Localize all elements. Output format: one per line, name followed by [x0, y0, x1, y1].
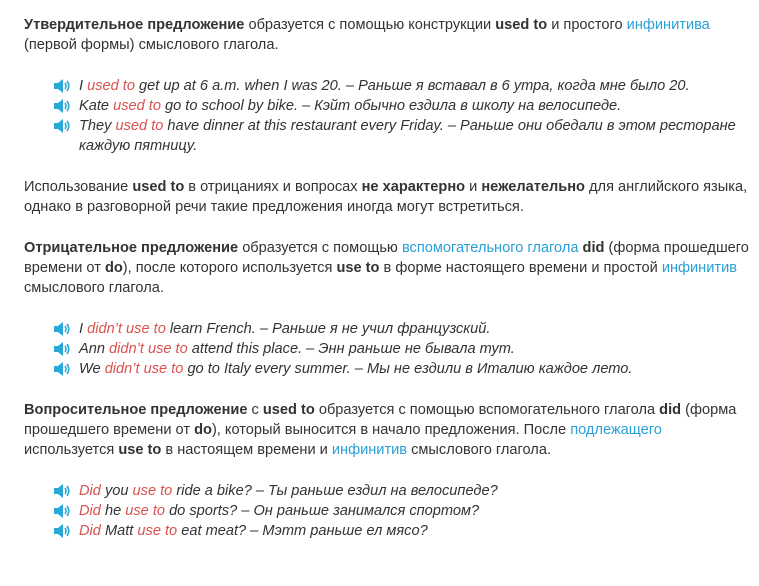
paragraph-text: смыслового глагола.: [407, 442, 551, 458]
example-text: attend this place. – Энн раньше не бывала тут.: [187, 341, 515, 357]
example-item: [53, 116, 750, 156]
paragraph-text: и: [465, 179, 482, 195]
speaker-icon[interactable]: [53, 321, 71, 337]
paragraph-text: и простого: [547, 17, 627, 33]
used-to-term: used to: [132, 179, 185, 195]
example-item: [53, 96, 750, 116]
paragraph-text: смыслового глагола.: [24, 280, 164, 296]
example-highlight: didn’t use to: [87, 321, 166, 337]
example-highlight: used to: [113, 98, 161, 114]
did-term: did: [582, 240, 605, 256]
affirmative-examples-list: [24, 76, 750, 156]
example-highlight: didn’t use to: [104, 361, 184, 377]
example-highlight: used to: [87, 78, 135, 94]
paragraph-text: Использование: [24, 179, 133, 195]
example-text: They: [79, 118, 116, 134]
infinitive-link[interactable]: инфинитив: [661, 260, 737, 276]
infinitive-link[interactable]: инфинитива: [626, 17, 710, 33]
paragraph-text: образуется с помощью вспомогательного глагола: [314, 402, 660, 418]
uncharacteristic-term: не характерно: [361, 179, 466, 195]
example-text: Ann: [79, 341, 110, 357]
paragraph-text: в настоящем времени и: [161, 442, 332, 458]
example-item: [53, 521, 750, 541]
example-highlight: used to: [115, 118, 164, 134]
paragraph-text: образуется с помощью конструкции: [244, 17, 496, 33]
question-term: Вопросительное предложение: [24, 402, 248, 418]
paragraph-text: ), который выносится в начало предложения. После: [211, 422, 571, 438]
paragraph-text: для английского языка, однако в разговорной речи такие предложения иногда могут встретиться.: [24, 179, 748, 215]
example-item: [53, 319, 750, 339]
negative-paragraph: [24, 238, 750, 298]
example-text: he: [100, 503, 126, 519]
example-item: [53, 339, 750, 359]
affirmative-paragraph: [24, 15, 750, 55]
example-highlight: Did: [79, 483, 101, 499]
paragraph-text: (первой формы) смыслового глагола.: [24, 37, 279, 53]
example-text: get up at 6 a.m. when I was 20. – Раньше я вставал в 6 утра, когда мне было 20.: [134, 78, 690, 94]
example-text: I: [79, 78, 88, 94]
example-text: go to Italy every summer. – Мы не ездили в Италию каждое лето.: [183, 361, 633, 377]
usage-paragraph: [24, 177, 750, 217]
example-text: ride a bike? – Ты раньше ездил на велосипеде?: [172, 483, 498, 499]
speaker-icon[interactable]: [53, 78, 71, 94]
example-item: [53, 501, 750, 521]
use-to-term: use to: [336, 260, 380, 276]
did-term: did: [659, 402, 682, 418]
example-text: I: [79, 321, 88, 337]
speaker-icon[interactable]: [53, 503, 71, 519]
question-examples-list: [24, 481, 750, 541]
speaker-icon[interactable]: [53, 483, 71, 499]
do-term: do: [104, 260, 123, 276]
paragraph-text: в отрицаниях и вопросах: [184, 179, 362, 195]
speaker-icon[interactable]: [53, 98, 71, 114]
grammar-article: [24, 15, 750, 541]
example-text: We: [79, 361, 105, 377]
speaker-icon[interactable]: [53, 118, 71, 134]
example-highlight: didn’t use to: [109, 341, 188, 357]
paragraph-text: с: [247, 402, 263, 418]
example-text: eat meat? – Мэтт раньше ел мясо?: [177, 523, 428, 539]
negative-term: Отрицательное предложение: [24, 240, 239, 256]
example-highlight: use to: [132, 483, 173, 499]
example-text: have dinner at this restaurant every Friday. – Раньше они обедали в этом ресторане каждую пятницу.: [79, 118, 736, 154]
example-text: go to school by bike. – Кэйт обычно ездила в школу на велосипеде.: [160, 98, 622, 114]
example-item: [53, 76, 750, 96]
speaker-icon[interactable]: [53, 523, 71, 539]
question-paragraph: [24, 400, 750, 460]
example-text: Matt: [100, 523, 138, 539]
example-text: Kate: [79, 98, 114, 114]
subject-link[interactable]: подлежащего: [570, 422, 662, 438]
example-highlight: Did: [79, 503, 101, 519]
speaker-icon[interactable]: [53, 361, 71, 377]
example-highlight: Did: [79, 523, 101, 539]
paragraph-text: в форме настоящего времени и простой: [379, 260, 662, 276]
example-text: learn French. – Раньше я не учил французский.: [165, 321, 491, 337]
paragraph-text: (форма прошедшего времени от: [24, 402, 737, 438]
example-item: [53, 481, 750, 501]
paragraph-text: (форма прошедшего времени от: [24, 240, 749, 276]
use-to-term: use to: [118, 442, 162, 458]
paragraph-text: используется: [24, 442, 119, 458]
example-item: [53, 359, 750, 379]
used-to-term: used to: [495, 17, 548, 33]
do-term: do: [194, 422, 212, 438]
undesirable-term: нежелательно: [481, 179, 585, 195]
affirmative-term: Утвердительное предложение: [24, 17, 245, 33]
infinitive-link[interactable]: инфинитив: [331, 442, 408, 458]
auxiliary-verb-link[interactable]: вспомогательного глагола: [401, 240, 579, 256]
speaker-icon[interactable]: [53, 341, 71, 357]
example-highlight: use to: [137, 523, 178, 539]
negative-examples-list: [24, 319, 750, 379]
example-highlight: use to: [125, 503, 166, 519]
example-text: you: [100, 483, 133, 499]
used-to-term: used to: [262, 402, 315, 418]
paragraph-text: ), после которого используется: [122, 260, 337, 276]
example-text: do sports? – Он раньше занимался спортом?: [165, 503, 480, 519]
paragraph-text: образуется с помощью: [238, 240, 402, 256]
